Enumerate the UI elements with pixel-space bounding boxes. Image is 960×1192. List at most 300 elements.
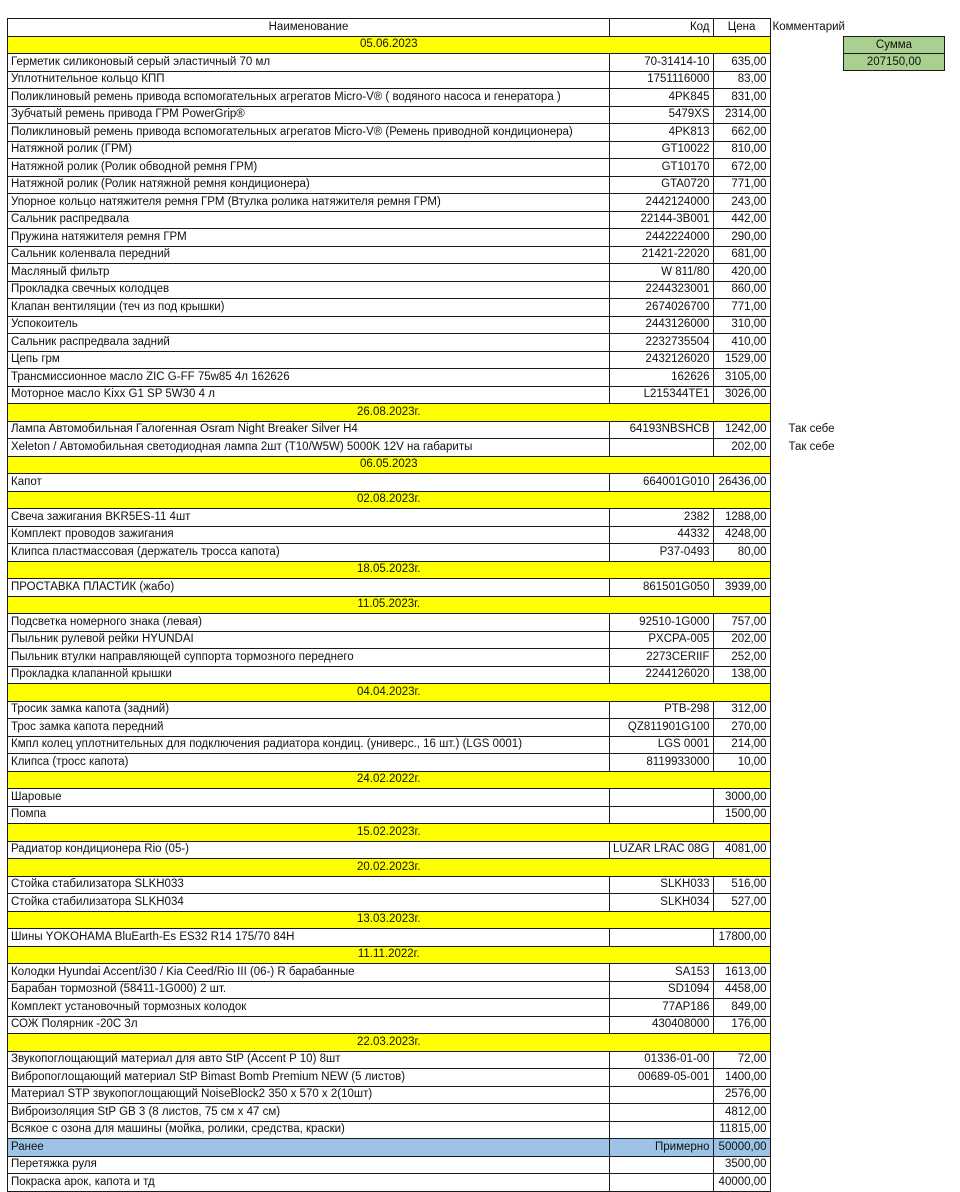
table-row <box>8 841 871 859</box>
code-cell[interactable] <box>610 1104 714 1122</box>
code-cell[interactable]: 430408000 <box>610 1016 714 1034</box>
comment-cell[interactable] <box>770 316 870 334</box>
comment-cell[interactable] <box>770 456 870 474</box>
table-row <box>8 981 871 999</box>
comment-cell[interactable] <box>770 334 870 352</box>
date-cell[interactable]: 26.08.2023г. <box>8 404 771 422</box>
price-cell[interactable]: 4812,00 <box>713 1104 770 1122</box>
price-cell[interactable]: 40000,00 <box>713 1174 770 1192</box>
table-row <box>8 999 871 1017</box>
comment-cell[interactable] <box>770 1034 870 1052</box>
date-cell[interactable]: 04.04.2023г. <box>8 684 771 702</box>
comment-cell[interactable] <box>770 736 870 754</box>
price-cell[interactable]: 1242,00 <box>713 421 770 439</box>
name-cell[interactable]: Подсветка номерного знака (левая) <box>8 614 610 632</box>
table-row <box>8 369 871 387</box>
code-cell[interactable]: 2432126020 <box>610 351 714 369</box>
code-cell[interactable]: 21421-22020 <box>610 246 714 264</box>
name-cell[interactable]: СОЖ Полярник -20С 3л <box>8 1016 610 1034</box>
name-cell[interactable]: Лампа Автомобильная Галогенная Osram Night Breaker Silver H4 <box>8 421 610 439</box>
code-cell[interactable]: 77AP186 <box>610 999 714 1017</box>
header-row <box>8 19 871 37</box>
name-cell[interactable]: Xeleton / Автомобильная светодиодная лампа 2шт (T10/W5W) 5000K 12V на габариты <box>8 439 610 457</box>
comment-cell[interactable] <box>770 246 870 264</box>
name-cell[interactable]: Звукопоглощающий материал для авто StP (Accent P 10) 8шт <box>8 1051 610 1069</box>
table-row <box>8 1051 871 1069</box>
name-cell[interactable]: Прокладка свечных колодцев <box>8 281 610 299</box>
name-cell[interactable]: Сальник коленвала передний <box>8 246 610 264</box>
price-cell[interactable]: 176,00 <box>713 1016 770 1034</box>
code-cell[interactable]: 1751116000 <box>610 71 714 89</box>
name-cell[interactable]: Тросик замка капота (задний) <box>8 701 610 719</box>
name-cell[interactable]: Натяжной ролик (ГРМ) <box>8 141 610 159</box>
date-row <box>8 1034 871 1052</box>
name-cell[interactable]: Клапан вентиляции (теч из под крышки) <box>8 299 610 317</box>
price-cell[interactable]: 3500,00 <box>713 1156 770 1174</box>
table-row <box>8 614 871 632</box>
code-cell[interactable]: 22144-3B001 <box>610 211 714 229</box>
name-cell[interactable]: Успокоитель <box>8 316 610 334</box>
comment-cell[interactable]: Так себе <box>788 423 835 436</box>
code-cell[interactable]: SLKH033 <box>610 876 714 894</box>
table-row <box>8 719 871 737</box>
table-row <box>8 54 871 72</box>
code-cell[interactable] <box>610 1086 714 1104</box>
code-cell[interactable] <box>610 806 714 824</box>
price-cell[interactable]: 831,00 <box>713 89 770 107</box>
name-cell[interactable]: Уплотнительное кольцо КПП <box>8 71 610 89</box>
table-row <box>8 229 871 247</box>
code-cell[interactable]: 70-31414-10 <box>610 54 714 72</box>
comment-cell[interactable] <box>770 89 870 107</box>
name-cell[interactable]: Упорное кольцо натяжителя ремня ГРМ (Втулка ролика натяжителя ремня ГРМ) <box>8 194 610 212</box>
price-cell[interactable]: 420,00 <box>713 264 770 282</box>
comment-cell[interactable] <box>770 964 870 982</box>
date-cell[interactable]: 20.02.2023г. <box>8 859 771 877</box>
name-cell[interactable]: Герметик силиконовый серый эластичный 70 мл <box>8 54 610 72</box>
comment-cell[interactable] <box>770 526 870 544</box>
price-cell[interactable]: 312,00 <box>713 701 770 719</box>
code-cell[interactable]: 44332 <box>610 526 714 544</box>
price-cell[interactable]: 757,00 <box>713 614 770 632</box>
price-cell[interactable]: 214,00 <box>713 736 770 754</box>
name-cell[interactable]: Стойка стабилизатора SLKH034 <box>8 894 610 912</box>
name-cell[interactable]: Комплект установочный тормозных колодок <box>8 999 610 1017</box>
date-row <box>8 824 871 842</box>
earlier-row <box>8 1139 871 1157</box>
comment-cell[interactable] <box>770 1016 870 1034</box>
comment-cell[interactable] <box>770 999 870 1017</box>
table-row <box>8 89 871 107</box>
comment-cell[interactable] <box>770 981 870 999</box>
comment-cell[interactable] <box>770 509 870 527</box>
code-cell[interactable] <box>610 789 714 807</box>
code-cell[interactable]: QZ811901G100 <box>610 719 714 737</box>
name-cell[interactable]: Свеча зажигания BKR5ES-11 4шт <box>8 509 610 527</box>
date-cell[interactable]: 02.08.2023г. <box>8 491 771 509</box>
code-cell[interactable]: 01336-01-00 <box>610 1051 714 1069</box>
date-cell[interactable]: 11.11.2022г. <box>8 946 771 964</box>
name-cell[interactable]: Стойка стабилизатора SLKH033 <box>8 876 610 894</box>
table-row <box>8 544 871 562</box>
code-cell[interactable]: GTA0720 <box>610 176 714 194</box>
comment-cell[interactable] <box>770 544 870 562</box>
date-cell[interactable]: 18.05.2023г. <box>8 561 771 579</box>
price-cell[interactable]: 26436,00 <box>713 474 770 492</box>
comment-cell[interactable] <box>770 771 870 789</box>
date-cell[interactable]: 05.06.2023 <box>8 36 771 54</box>
date-row <box>8 859 871 877</box>
comment-cell[interactable] <box>770 911 870 929</box>
date-row <box>8 911 871 929</box>
table-row <box>8 334 871 352</box>
name-cell[interactable]: Кмпл колец уплотнительных для подключения радиатора кондиц. (универс., 16 шт.) (LGS 0001) <box>8 736 610 754</box>
price-cell[interactable]: 202,00 <box>713 439 770 457</box>
table-row <box>8 211 871 229</box>
name-cell[interactable]: Пружина натяжителя ремня ГРМ <box>8 229 610 247</box>
price-cell[interactable]: 11815,00 <box>713 1121 770 1139</box>
parts-table <box>7 18 871 1192</box>
table-row <box>8 316 871 334</box>
price-cell[interactable]: 10,00 <box>713 754 770 772</box>
code-cell[interactable]: LUZAR LRAC 08G <box>610 841 714 859</box>
price-cell[interactable]: 860,00 <box>713 281 770 299</box>
comment-cell[interactable] <box>770 789 870 807</box>
name-cell[interactable]: Материал STP звукопоглощающий NoiseBlock2 350 x 570 x 2(10шт) <box>8 1086 610 1104</box>
price-cell[interactable]: 270,00 <box>713 719 770 737</box>
date-row <box>8 561 871 579</box>
name-cell[interactable]: ПРОСТАВКА ПЛАСТИК (жабо) <box>8 579 610 597</box>
name-cell[interactable]: Прокладка клапанной крышки <box>8 666 610 684</box>
code-cell[interactable]: W 811/80 <box>610 264 714 282</box>
code-cell[interactable]: 00689-05-001 <box>610 1069 714 1087</box>
name-cell[interactable]: Помпа <box>8 806 610 824</box>
name-cell[interactable]: Поликлиновый ремень привода вспомогательных агрегатов Micro-V® ( водяного насоса и генератора ) <box>8 89 610 107</box>
header-code[interactable]: Код <box>610 19 714 37</box>
code-cell[interactable]: 162626 <box>610 369 714 387</box>
comment-cell[interactable] <box>770 281 870 299</box>
price-cell[interactable]: 243,00 <box>713 194 770 212</box>
table-row <box>8 736 871 754</box>
code-cell[interactable]: 2382 <box>610 509 714 527</box>
code-cell[interactable]: P37-0493 <box>610 544 714 562</box>
comment-cell[interactable] <box>770 754 870 772</box>
comment-cell[interactable] <box>770 841 870 859</box>
table-row <box>8 1104 871 1122</box>
table-row <box>8 176 871 194</box>
code-cell[interactable]: 2443126000 <box>610 316 714 334</box>
code-cell[interactable]: 4PK813 <box>610 124 714 142</box>
name-cell[interactable]: Перетяжка руля <box>8 1156 610 1174</box>
comment-cell[interactable] <box>770 299 870 317</box>
price-cell[interactable]: 4081,00 <box>713 841 770 859</box>
comment-cell[interactable] <box>770 351 870 369</box>
summary-label[interactable]: Сумма <box>844 37 945 54</box>
code-cell[interactable] <box>610 439 714 457</box>
comment-cell[interactable] <box>770 579 870 597</box>
table-row <box>8 649 871 667</box>
table-row <box>8 159 871 177</box>
date-cell[interactable]: 22.03.2023г. <box>8 1034 771 1052</box>
comment-cell[interactable] <box>770 719 870 737</box>
name-cell[interactable]: Комплект проводов зажигания <box>8 526 610 544</box>
name-cell[interactable]: Всякое с озона для машины (мойка, ролики, средства, краски) <box>8 1121 610 1139</box>
table-row <box>8 666 871 684</box>
table-row <box>8 509 871 527</box>
table-row <box>8 1086 871 1104</box>
name-cell[interactable]: Натяжной ролик (Ролик натяжной ремня кондиционера) <box>8 176 610 194</box>
price-cell[interactable]: 771,00 <box>713 299 770 317</box>
table-row <box>8 701 871 719</box>
table-row <box>8 281 871 299</box>
name-cell[interactable]: Вибропоглощающий материал StP Bimast Bomb Premium NEW (5 листов) <box>8 1069 610 1087</box>
name-cell[interactable]: Клипса пластмассовая (держатель тросса капота) <box>8 544 610 562</box>
header-comment[interactable]: Комментарий <box>772 20 845 33</box>
comment-cell[interactable] <box>770 894 870 912</box>
comment-cell[interactable] <box>770 1174 870 1192</box>
code-cell[interactable]: 664001G010 <box>610 474 714 492</box>
name-cell[interactable]: Моторное масло Kixx G1 SP 5W30 4 л <box>8 386 610 404</box>
name-cell[interactable]: Поликлиновый ремень привода вспомогательных агрегатов Micro-V® (Ремень приводной кондиционера) <box>8 124 610 142</box>
name-cell[interactable]: Покраска арок, капота и тд <box>8 1174 610 1192</box>
price-cell[interactable]: 138,00 <box>713 666 770 684</box>
comment-cell[interactable] <box>770 596 870 614</box>
name-cell[interactable]: Клипса (тросс капота) <box>8 754 610 772</box>
price-cell[interactable]: 1500,00 <box>713 806 770 824</box>
comment-cell[interactable] <box>770 1086 870 1104</box>
table-row <box>8 806 871 824</box>
date-row <box>8 456 871 474</box>
comment-cell[interactable] <box>770 1069 870 1087</box>
comment-cell[interactable] <box>770 614 870 632</box>
comment-cell[interactable] <box>770 1051 870 1069</box>
header-price[interactable]: Цена <box>713 19 770 37</box>
table-row <box>8 71 871 89</box>
price-cell[interactable]: 635,00 <box>713 54 770 72</box>
price-cell[interactable]: 681,00 <box>713 246 770 264</box>
name-cell[interactable]: Масляный фильтр <box>8 264 610 282</box>
table-row <box>8 194 871 212</box>
comment-cell[interactable] <box>770 264 870 282</box>
name-cell[interactable]: Трос замка капота передний <box>8 719 610 737</box>
name-cell[interactable]: Пыльник втулки направляющей суппорта тормозного переднего <box>8 649 610 667</box>
table-row <box>8 754 871 772</box>
comment-cell[interactable] <box>770 876 870 894</box>
comment-cell[interactable] <box>770 561 870 579</box>
table-row <box>8 474 871 492</box>
code-cell[interactable]: GT10170 <box>610 159 714 177</box>
price-cell[interactable]: 3105,00 <box>713 369 770 387</box>
code-cell[interactable]: 8119933000 <box>610 754 714 772</box>
price-cell[interactable]: 1529,00 <box>713 351 770 369</box>
code-cell[interactable]: 64193NBSHCB <box>610 421 714 439</box>
comment-cell[interactable] <box>770 124 870 142</box>
price-cell[interactable]: 3939,00 <box>713 579 770 597</box>
comment-cell[interactable] <box>770 404 870 422</box>
comment-cell[interactable] <box>770 474 870 492</box>
comment-cell[interactable] <box>770 649 870 667</box>
name-cell[interactable]: Сальник распредвала задний <box>8 334 610 352</box>
table-row <box>8 299 871 317</box>
table-row <box>8 264 871 282</box>
code-cell[interactable]: PXCPA-005 <box>610 631 714 649</box>
date-cell[interactable]: 06.05.2023 <box>8 456 771 474</box>
price-cell[interactable]: 83,00 <box>713 71 770 89</box>
table-row <box>8 1069 871 1087</box>
price-cell[interactable]: 527,00 <box>713 894 770 912</box>
table-row <box>8 964 871 982</box>
comment-cell[interactable] <box>770 666 870 684</box>
code-cell[interactable]: 2442124000 <box>610 194 714 212</box>
comment-cell[interactable] <box>770 159 870 177</box>
price-cell[interactable]: 516,00 <box>713 876 770 894</box>
price-cell[interactable]: 3026,00 <box>713 386 770 404</box>
comment-cell[interactable] <box>770 491 870 509</box>
code-cell[interactable]: 2442224000 <box>610 229 714 247</box>
date-row <box>8 684 871 702</box>
table-row <box>8 876 871 894</box>
table-row <box>8 1121 871 1139</box>
code-cell[interactable] <box>610 929 714 947</box>
comment-cell[interactable] <box>770 701 870 719</box>
code-cell[interactable] <box>610 1156 714 1174</box>
comment-cell[interactable] <box>770 141 870 159</box>
comment-cell[interactable] <box>770 176 870 194</box>
comment-cell[interactable] <box>770 369 870 387</box>
comment-cell[interactable] <box>770 1121 870 1139</box>
price-cell[interactable]: 662,00 <box>713 124 770 142</box>
code-cell[interactable]: 2244323001 <box>610 281 714 299</box>
comment-cell[interactable] <box>770 229 870 247</box>
name-cell[interactable]: Трансмиссионное масло ZIC G-FF 75w85 4л 162626 <box>8 369 610 387</box>
date-cell[interactable]: 11.05.2023г. <box>8 596 771 614</box>
code-cell[interactable]: 92510-1G000 <box>610 614 714 632</box>
comment-cell[interactable] <box>770 806 870 824</box>
name-cell[interactable]: Ранее <box>8 1139 610 1157</box>
code-cell[interactable]: 2244126020 <box>610 666 714 684</box>
price-cell[interactable]: 252,00 <box>713 649 770 667</box>
name-cell[interactable]: Пыльник рулевой рейки HYUNDAI <box>8 631 610 649</box>
name-cell[interactable]: Колодки Hyundai Accent/i30 / Kia Ceed/Rio III (06-) R барабанные <box>8 964 610 982</box>
code-cell[interactable]: SLKH034 <box>610 894 714 912</box>
date-cell[interactable]: 15.02.2023г. <box>8 824 771 842</box>
code-cell[interactable]: GT10022 <box>610 141 714 159</box>
code-cell[interactable]: 861501G050 <box>610 579 714 597</box>
comment-cell[interactable] <box>770 71 870 89</box>
price-cell[interactable]: 4458,00 <box>713 981 770 999</box>
price-cell[interactable]: 2314,00 <box>713 106 770 124</box>
code-cell[interactable]: 2232735504 <box>610 334 714 352</box>
price-cell[interactable]: 310,00 <box>713 316 770 334</box>
code-cell[interactable]: 5479XS <box>610 106 714 124</box>
comment-cell[interactable] <box>770 1104 870 1122</box>
table-row <box>8 631 871 649</box>
comment-cell[interactable] <box>770 631 870 649</box>
table-row <box>8 1016 871 1034</box>
code-cell[interactable]: 2273CERIIF <box>610 649 714 667</box>
comment-cell[interactable] <box>770 386 870 404</box>
date-cell[interactable]: 13.03.2023г. <box>8 911 771 929</box>
code-cell[interactable]: SA153 <box>610 964 714 982</box>
price-cell[interactable]: 50000,00 <box>713 1139 770 1157</box>
name-cell[interactable]: Шины YOKOHAMA BluEarth-Es ES32 R14 175/70 84H <box>8 929 610 947</box>
price-cell[interactable]: 771,00 <box>713 176 770 194</box>
code-cell[interactable]: Примерно <box>610 1139 714 1157</box>
name-cell[interactable]: Радиатор кондиционера Rio (05-) <box>8 841 610 859</box>
price-cell[interactable]: 72,00 <box>713 1051 770 1069</box>
name-cell[interactable]: Барабан тормозной (58411-1G000) 2 шт. <box>8 981 610 999</box>
price-cell[interactable]: 849,00 <box>713 999 770 1017</box>
table-row <box>8 386 871 404</box>
price-cell[interactable]: 810,00 <box>713 141 770 159</box>
price-cell[interactable]: 442,00 <box>713 211 770 229</box>
header-name[interactable]: Наименование <box>8 19 610 37</box>
code-cell[interactable] <box>610 1121 714 1139</box>
price-cell[interactable]: 672,00 <box>713 159 770 177</box>
table-row <box>8 124 871 142</box>
name-cell[interactable]: Шаровые <box>8 789 610 807</box>
comment-cell[interactable] <box>770 929 870 947</box>
code-cell[interactable]: PTB-298 <box>610 701 714 719</box>
name-cell[interactable]: Виброизоляция StP GB 3 (8 листов, 75 см х 47 см) <box>8 1104 610 1122</box>
comment-cell[interactable] <box>770 859 870 877</box>
code-cell[interactable] <box>610 1174 714 1192</box>
name-cell[interactable]: Цепь грм <box>8 351 610 369</box>
price-cell[interactable]: 410,00 <box>713 334 770 352</box>
table-row <box>8 246 871 264</box>
price-cell[interactable]: 1400,00 <box>713 1069 770 1087</box>
table-row <box>8 439 871 457</box>
price-cell[interactable]: 80,00 <box>713 544 770 562</box>
code-cell[interactable]: 2674026700 <box>610 299 714 317</box>
price-cell[interactable]: 3000,00 <box>713 789 770 807</box>
comment-cell[interactable] <box>770 684 870 702</box>
comment-cell[interactable]: Так себе <box>788 440 835 453</box>
summary-value[interactable]: 207150,00 <box>844 54 945 71</box>
table-row <box>8 894 871 912</box>
price-cell[interactable]: 17800,00 <box>713 929 770 947</box>
name-cell[interactable]: Капот <box>8 474 610 492</box>
code-cell[interactable]: SD1094 <box>610 981 714 999</box>
comment-cell[interactable] <box>770 194 870 212</box>
date-cell[interactable]: 24.02.2022г. <box>8 771 771 789</box>
date-row <box>8 771 871 789</box>
comment-cell[interactable] <box>770 1156 870 1174</box>
code-cell[interactable]: 4PK845 <box>610 89 714 107</box>
price-cell[interactable]: 202,00 <box>713 631 770 649</box>
comment-cell[interactable] <box>770 1139 870 1157</box>
date-row <box>8 404 871 422</box>
price-cell[interactable]: 4248,00 <box>713 526 770 544</box>
price-cell[interactable]: 1613,00 <box>713 964 770 982</box>
name-cell[interactable]: Натяжной ролик (Ролик обводной ремня ГРМ) <box>8 159 610 177</box>
name-cell[interactable]: Зубчатый ремень привода ГРМ PowerGrip® <box>8 106 610 124</box>
comment-cell[interactable] <box>770 106 870 124</box>
name-cell[interactable]: Сальник распредвала <box>8 211 610 229</box>
code-cell[interactable]: LGS 0001 <box>610 736 714 754</box>
date-row <box>8 596 871 614</box>
price-cell[interactable]: 1288,00 <box>713 509 770 527</box>
price-cell[interactable]: 290,00 <box>713 229 770 247</box>
price-cell[interactable]: 2576,00 <box>713 1086 770 1104</box>
comment-cell[interactable] <box>770 946 870 964</box>
comment-cell[interactable] <box>770 211 870 229</box>
code-cell[interactable]: L215344TE1 <box>610 386 714 404</box>
table-row <box>8 351 871 369</box>
table-row <box>8 141 871 159</box>
table-row <box>8 1174 871 1192</box>
comment-cell[interactable] <box>770 824 870 842</box>
